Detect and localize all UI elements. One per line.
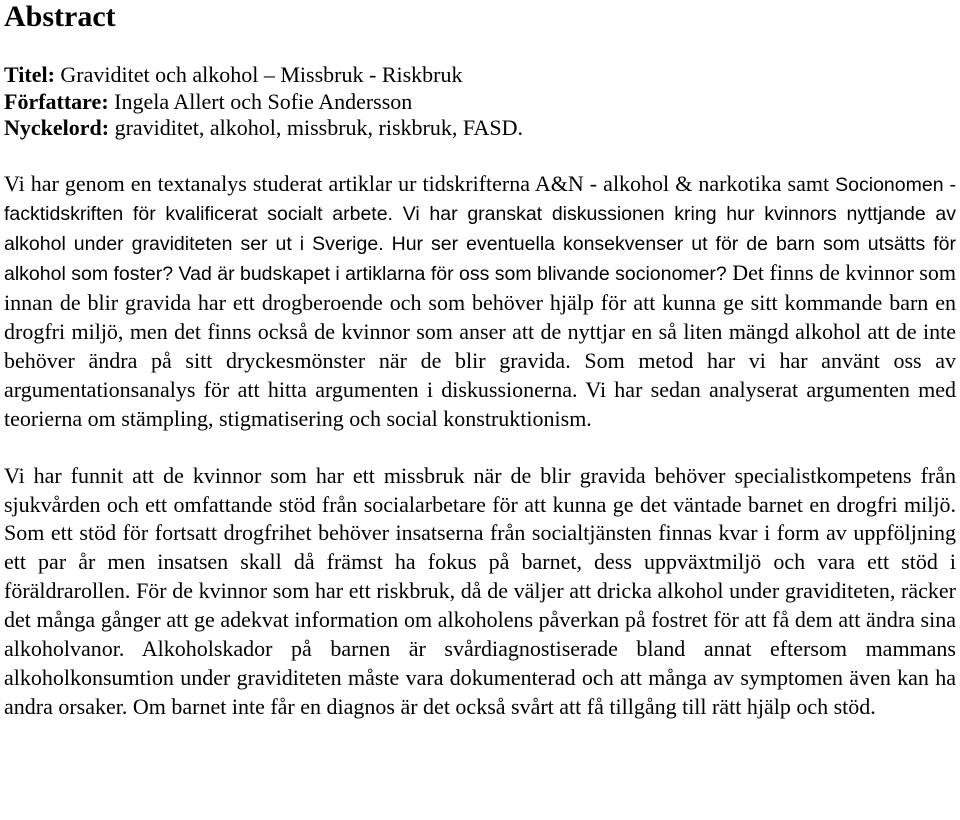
title-value: Graviditet och alkohol – Missbruk - Riskbruk	[60, 62, 463, 87]
paragraph-1-questions: Socionomen - facktidskriften för kvalificerat socialt arbete. Vi har granskat diskussionen kring hur kvinnors nyttjande av alkohol under graviditeten ser ut i Sverige. Hur ser eventuella konsekvenser ut för de barn som utsätts för alkohol som foster? Vad är budskapet i artiklarna för oss som blivande socionomer?	[4, 173, 957, 286]
abstract-paragraph-1	[4, 170, 956, 434]
authors-row	[4, 89, 956, 116]
authors-label: Författare:	[4, 88, 109, 114]
abstract-paragraph-2: Vi har funnit att de kvinnor som har ett missbruk när de blir gravida behöver specialistkompetens från sjukvården och ett omfattande stöd från socialarbetare för att kunna ge det väntade barnet en drogfri miljö. Som ett stöd för fortsatt drogfrihet behöver insatserna från socialtjänsten finnas kvar i form av uppföljning ett par år men insatsen skall då främst ha fokus på barnet, dess uppväxtmiljö och vara ett stöd i föräldrarollen. För de kvinnor som har ett riskbruk, då de väljer att dricka alkohol under graviditeten, räcker det många gånger att ge adekvat information om alkoholens påverkan på fostret för att få dem att ändra sina alkoholvanor. Alkoholskador på barnen är svårdiagnostiserade bland annat eftersom mammans alkoholkonsumtion under graviditeten måste vara dokumenterad och att många av symptomen även kan ha andra orsaker. Om barnet inte får en diagnos är det också svårt att få tillgång till rätt hjälp och stöd.	[4, 462, 956, 719]
document-page	[4, 0, 956, 722]
authors-value: Ingela Allert och Sofie Andersson	[114, 88, 413, 114]
paragraph-1-opening: Vi har genom en textanalys studerat artiklar ur tidskrifterna A&N - alkohol & narkotika samt	[4, 170, 830, 196]
title-row	[4, 62, 956, 89]
paragraph-1-body: Det finns de kvinnor som innan de blir gravida har ett drogberoende och som behöver hjälp för att kunna ge sitt kommande barn en drogfri miljö, men det finns också de kvinnor som anser att de nyttjar en så liten mängd alkohol att de inte behöver ändra på sitt dryckesmönster när de blir gravida. Som metod har vi har använt oss av argumentationsanalys för att hitta argumenten i diskussionerna. Vi har sedan analyserat argumenten med teorierna om stämpling, stigmatisering och social konstruktionism.	[4, 260, 956, 431]
keywords-value: graviditet, alkohol, missbruk, riskbruk, FASD.	[114, 115, 524, 140]
title-label: Titel:	[4, 62, 55, 87]
page-title: Abstract	[4, 0, 116, 33]
metadata-block	[4, 62, 956, 142]
keywords-label: Nyckelord:	[4, 115, 110, 140]
keywords-row	[4, 115, 956, 142]
